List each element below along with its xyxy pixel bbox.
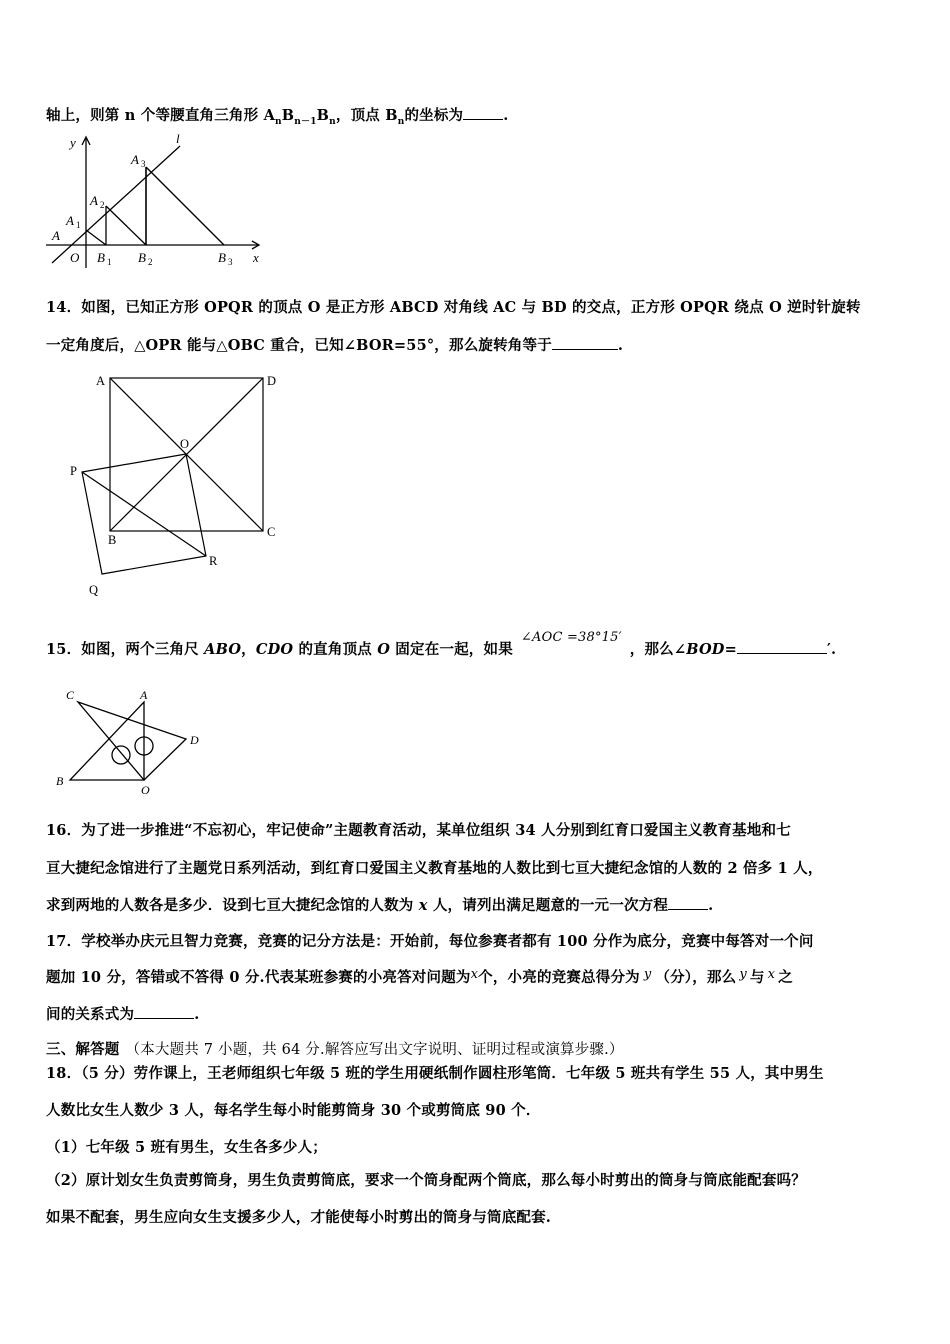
q17-line3: 间的关系式为 .: [46, 1006, 200, 1023]
section-desc: （本大题共 7 小题，共 64 分.解答应写出文字说明、证明过程或演算步骤.）: [125, 1042, 624, 1058]
section-3-heading: [46, 1038, 624, 1059]
q17-line2: 题加 10 分，答错或不答得 0 分.代表某班参赛的小亮答对问题为x个，小亮的竞赛总得分为 y （分），那么 y 与 x 之: [46, 967, 793, 986]
fig14-label-B: B: [108, 533, 117, 547]
fig13-label-A2: A: [90, 193, 98, 208]
fig13-sub-3a: 3: [141, 159, 146, 169]
fig15-label-D: D: [190, 733, 199, 747]
fig14-label-A: A: [96, 374, 106, 388]
fig13-sub-1b: 1: [107, 257, 112, 267]
fig14-label-C: C: [267, 525, 276, 539]
fig15-label-A: A: [140, 688, 148, 702]
fig13-sub-3b: 3: [228, 257, 233, 267]
fig13-sub-1a: 1: [76, 220, 81, 230]
fig14-label-R: R: [209, 554, 218, 568]
fig13-label-A1: A: [66, 213, 74, 228]
fig13-label-B1: B: [97, 250, 105, 265]
fig13-sub-2b: 2: [148, 257, 153, 267]
fig13-label-O: O: [70, 250, 80, 265]
fig13-label-y: y: [70, 135, 76, 150]
fig13-label-B3: B: [218, 250, 226, 265]
q18-part2-line2: 如果不配套，男生应向女生支援多少人，才能使每小时剪出的筒身与筒底配套.: [46, 1209, 552, 1226]
answer-blank: [668, 909, 708, 910]
fig13-label-A: A: [52, 228, 60, 243]
fig14-label-Q: Q: [89, 583, 99, 597]
section-title: 三、解答题: [46, 1041, 120, 1058]
q18-line2: 人数比女生人数少 3 人，每名学生每小时能剪筒身 30 个或剪筒底 90 个．: [46, 1102, 541, 1119]
fig13-label-B2: B: [138, 250, 146, 265]
fig14-label-O: O: [180, 437, 190, 451]
fig13-label-l: l: [176, 131, 180, 146]
fig15-label-O: O: [141, 783, 150, 797]
fig15-label-B: B: [56, 774, 64, 788]
q17-line1: 17．学校举办庆元旦智力竞赛，竞赛的记分方法是：开始前，每位参赛者都有 100 分作为底分，竞赛中每答对一个问: [46, 933, 814, 950]
fig14-label-P: P: [70, 464, 77, 478]
fig14-label-D: D: [267, 374, 277, 388]
q14-line2: 一定角度后，△OPR 能与△OBC 重合，已知∠BOR=55°，那么旋转角等于 .: [46, 337, 624, 354]
q15-formula: ∠AOC =38°15′: [520, 630, 622, 645]
q18-part1: （1）七年级 5 班有男生，女生各多少人；: [46, 1139, 327, 1156]
fig13-label-A3: A: [131, 152, 139, 167]
q14-line1: 14．如图，已知正方形 OPQR 的顶点 O 是正方形 ABCD 对角线 AC 与 BD 的交点，正方形 OPQR 绕点 O 逆时针旋转: [46, 299, 861, 316]
fig13-label-x: x: [253, 250, 259, 265]
q18-line1: 18．（5 分）劳作课上，王老师组织七年级 5 班的学生用硬纸制作圆柱形笔筒．七年级 5 班共有学生 55 人，其中男生: [46, 1065, 824, 1082]
q18-part2-line1: （2）原计划女生负责剪筒身，男生负责剪筒底，要求一个筒身配两个筒底，那么每小时剪出的筒身与筒底能配套吗？: [46, 1172, 806, 1189]
q16-line2: 亘大捷纪念馆进行了主题党日系列活动，到红育口爱国主义教育基地的人数比到七亘大捷纪念馆的人数的 2 倍多 1 人，: [46, 860, 823, 877]
q15-text: 15．如图，两个三角尺 ABO，CDO 的直角顶点 O 固定在一起，如果∠AOC =38°15′，那么∠BOD= ′.: [46, 630, 837, 658]
fig13-sub-2a: 2: [100, 200, 105, 210]
fig15-label-C: C: [66, 688, 75, 702]
q16-line3: 求到两地的人数各是多少．设到七亘大捷纪念馆的人数为 x 人，请列出满足题意的一元一次方程 .: [46, 897, 714, 914]
q16-line1: 16．为了进一步推进“不忘初心，牢记使命”主题教育活动，某单位组织 34 人分别到红育口爱国主义教育基地和七: [46, 822, 791, 839]
q13-text: 轴上，则第 n 个等腰直角三角形 $A_nB_{n-1}B_n$，顶点 $B_n$的坐标为 .: [46, 107, 509, 127]
answer-blank: [134, 1018, 194, 1019]
